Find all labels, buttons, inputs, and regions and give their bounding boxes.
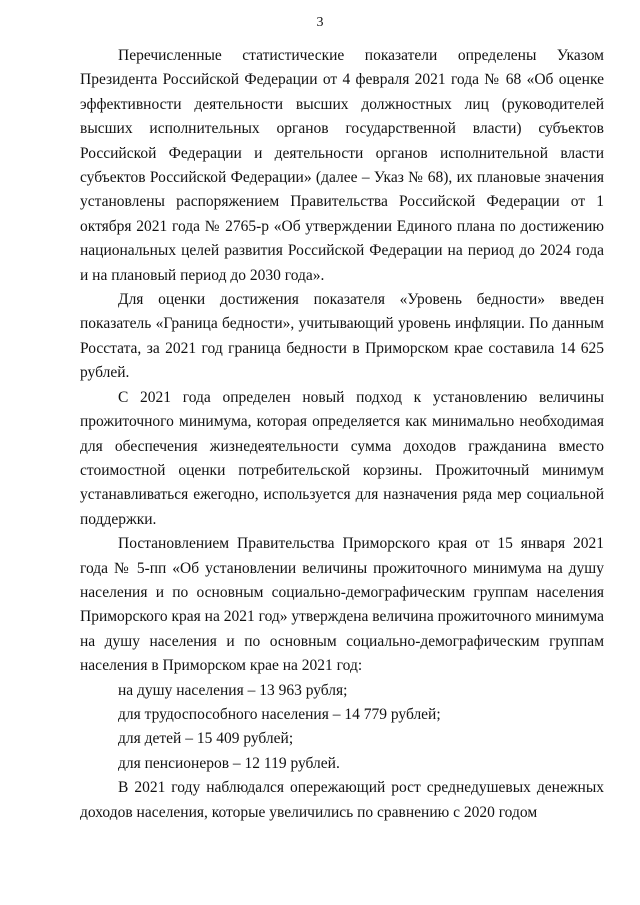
paragraph-poverty-line: Для оценки достижения показателя «Уровень бедности» введен показатель «Граница бедности», учитывающий уровень инфляции. По данным Росстата, за 2021 год граница бедности в Приморском крае составила 14 625 рублей. <box>80 291 604 382</box>
paragraph-income-growth: В 2021 году наблюдался опережающий рост среднедушевых денежных доходов населения, которые увеличились по сравнению с 2020 годом <box>80 779 604 821</box>
subsistence-minimum-list <box>80 679 604 777</box>
list-item: на душу населения – 13 963 рубля; <box>118 681 348 699</box>
paragraph-decree-references: Перечисленные статистические показатели определены Указом Президента Российской Федерации от 4 февраля 2021 года № 68 «Об оценке эффективности деятельности высших должностных лиц (руководителей высших исполнительных органов государственной власти) субъектов Российской Федерации и деятельности органов исполнительной власти субъектов Российской Федерации» (далее – Указ № 68), их плановые значения установлены распоряжением Правительства Российской Федерации от 1 октября 2021 года № 2765-р «Об утверждении Единого плана по достижению национальных целей развития Российской Федерации на период до 2024 года и на плановый период до 2030 года». <box>80 47 604 284</box>
list-item: для пенсионеров – 12 119 рублей. <box>118 754 340 772</box>
paragraph-regional-resolution: Постановлением Правительства Приморского края от 15 января 2021 года № 5-пп «Об установлении величины прожиточного минимума на душу населения и по основным социально-демографическим группам населения Приморского края на 2021 год» утверждена величина прожиточного минимума на душу населения и по основным социально-демографическим группам населения в Приморском крае на 2021 год: <box>80 535 604 675</box>
list-item: для трудоспособного населения – 14 779 рублей; <box>118 705 441 723</box>
paragraph-subsistence-minimum-approach: С 2021 года определен новый подход к установлению величины прожиточного минимума, которая определяется как минимально необходимая для обеспечения жизнедеятельности сумма доходов гражданина вместо стоимостной оценки потребительской корзины. Прожиточный минимум устанавливаться ежегодно, используется для назначения ряда мер социальной поддержки. <box>80 388 604 528</box>
page-number: 3 <box>316 15 324 30</box>
document-body <box>80 44 604 825</box>
list-item: для детей – 15 409 рублей; <box>118 730 294 748</box>
